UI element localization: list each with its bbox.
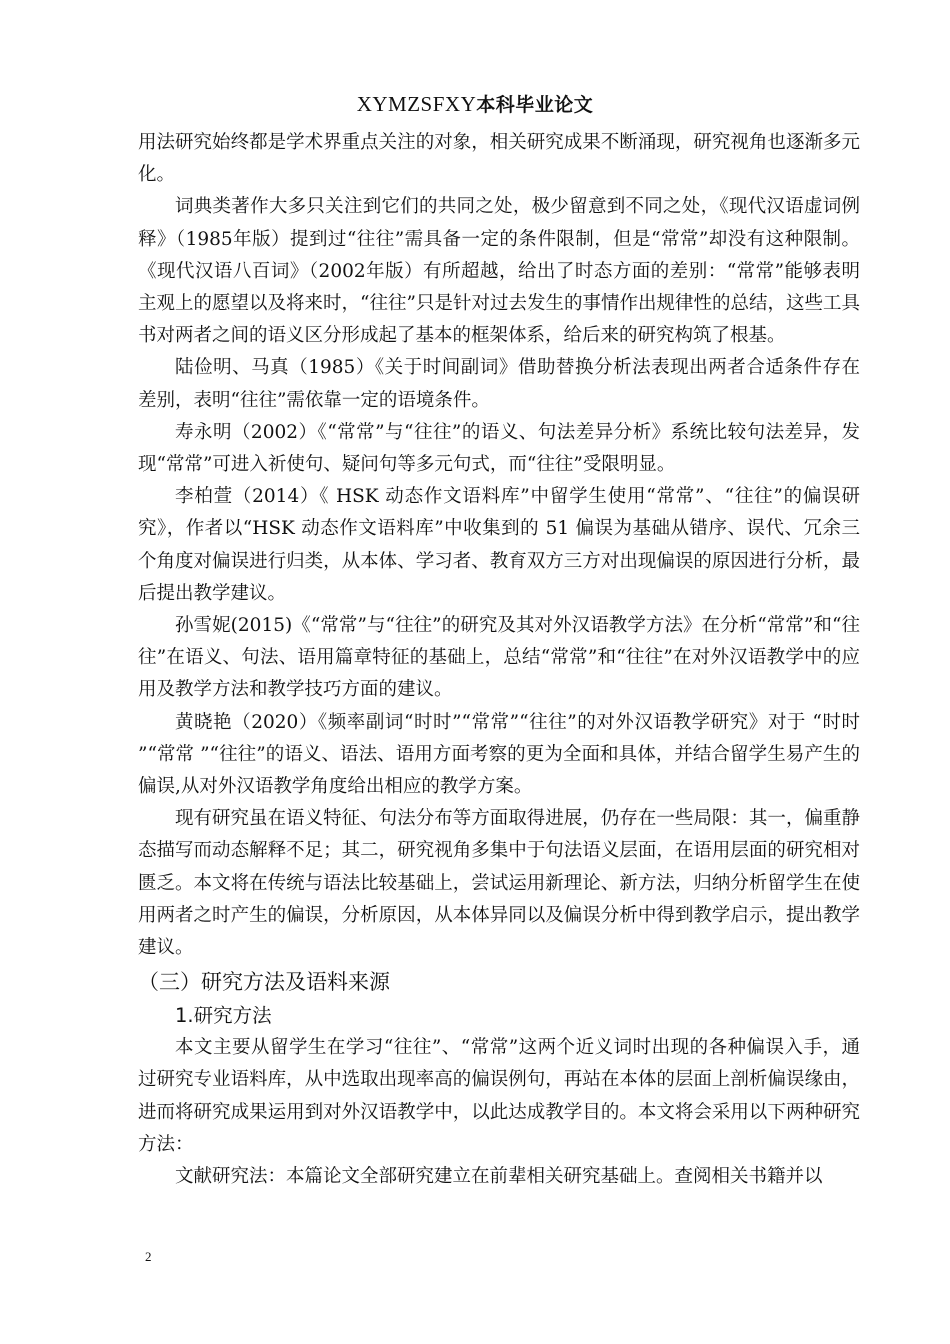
- header-code: XYMZSFXY: [356, 92, 477, 116]
- paragraph-summary: 现有研究虽在语义特征、句法分布等方面取得进展，仍存在一些局限：其一，偏重静态描写而动态解释不足；其二，研究视角多集中于句法语义层面，在语用层面的研究相对匮乏。本文将在传统与语法比较基础上，尝试运用新理论、新方法，归纳分析留学生在使用两者之时产生的偏误，分析原因，从本体异同以及偏误分析中得到教学启示，提出教学建议。: [138, 808, 860, 959]
- page-number: 2: [145, 1249, 152, 1264]
- header-title: 本科毕业论文: [476, 94, 594, 116]
- page-header: [0, 90, 950, 117]
- paragraph-continued: 用法研究始终都是学术界重点关注的对象，相关研究成果不断涌现，研究视角也逐渐多元化。: [138, 132, 860, 186]
- paragraph-huang: 黄晓艳（2020）《频率副词“时时”“常常”“往往”的对外汉语教学研究》对于 “时时 ”“常常 ”“往往”的语义、语法、语用方面考察的更为全面和具体，并结合留学生易产生的偏误,从对外汉语教学角度给出相应的教学方案。: [138, 711, 860, 798]
- paragraph-literature-method: 文献研究法：本篇论文全部研究建立在前辈相关研究基础上。查阅相关书籍并以: [175, 1166, 823, 1188]
- paragraph-li: 李柏萱（2014）《 HSK 动态作文语料库”中留学生使用“常常”、“往往”的偏误研究》，作者以“HSK 动态作文语料库”中收集到的 51 偏误为基础从错序、误代、冗余三个角度对偏误进行归类，从本体、学习者、教育双方三方对出现偏误的原因进行分析，最后提出教学建议。: [138, 486, 860, 604]
- paragraph-sun: 孙雪妮(2015)《“常常”与“往往”的研究及其对外汉语教学方法》在分析“常常”和“往往”在语义、句法、语用篇章特征的基础上，总结“常常”和“往往”在对外汉语教学中的应用及教学方法和教学技巧方面的建议。: [138, 615, 860, 701]
- body-text: [138, 127, 860, 1193]
- section-heading: （三）研究方法及语料来源: [138, 970, 390, 995]
- subsection-heading: 1.研究方法: [175, 1004, 272, 1028]
- paragraph-lu-ma: 陆俭明、马真（1985）《关于时间副词》借助替换分析法表现出两者合适条件存在差别，表明“往往”需依靠一定的语境条件。: [138, 357, 860, 411]
- paragraph-method-intro: 本文主要从留学生在学习“往往”、“常常”这两个近义词时出现的各种偏误入手，通过研究专业语料库，从中选取出现率高的偏误例句，再站在本体的层面上剖析偏误缘由，进而将研究成果运用到对外汉语教学中，以此达成教学目的。本文将会采用以下两种研究方法：: [138, 1037, 860, 1155]
- paragraph-dictionaries: 词典类著作大多只关注到它们的共同之处，极少留意到不同之处，《现代汉语虚词例释》（1985年版）提到过“往往”需具备一定的条件限制，但是“常常”却没有这种限制。《现代汉语八百词》（2002年版）有所超越，给出了时态方面的差别：“常常”能够表明主观上的愿望以及将来时，“往往”只是针对过去发生的事情作出规律性的总结，这些工具书对两者之间的语义区分形成起了基本的框架体系，给后来的研究构筑了根基。: [138, 196, 860, 347]
- paragraph-shou: 寿永明（2002）《“常常”与“往往”的语义、句法差异分析》系统比较句法差异，发现“常常”可进入祈使句、疑问句等多元句式，而“往往”受限明显。: [138, 421, 860, 476]
